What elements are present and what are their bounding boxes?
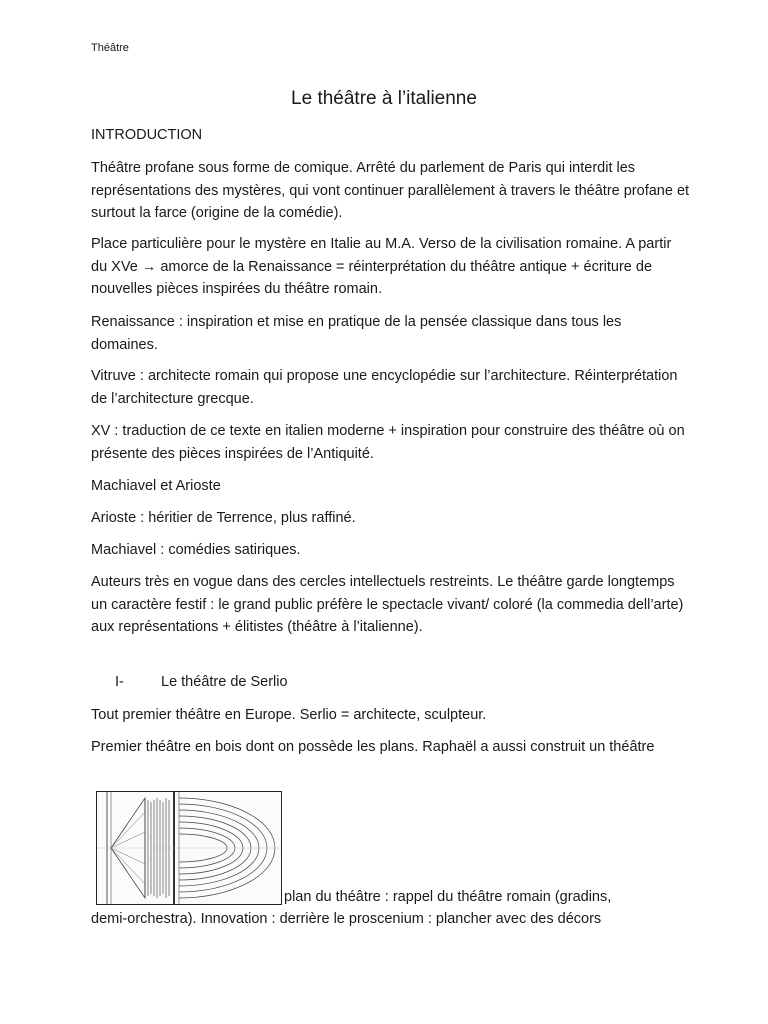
paragraph-9: Auteurs très en vogue dans des cercles intellectuels restreints. Le théâtre garde longtemps un caractère festif : le grand public préfère le spectacle vivant/ coloré (la commedia dell’arte) aux représentations + élitistes (théâtre à l’italienne). (91, 574, 684, 635)
section-title: Le théâtre de Serlio (161, 674, 288, 690)
figure-caption-continued: demi-orchestra). Innovation : derrière le proscenium : plancher avec des décors (91, 911, 602, 927)
paragraph-2-start: Place particulière pour le mystère en Italie au M.A. Verso de la civilisation romaine. A partir du XVe (91, 236, 672, 275)
paragraph-11: Premier théâtre en bois dont on possède les plans. Raphaël a aussi construit un théâtre (91, 739, 655, 755)
theatre-plan-figure (96, 791, 282, 905)
running-header: Théâtre (91, 42, 129, 54)
paragraph-4: Vitruve : architecte romain qui propose une encyclopédie sur l’architecture. Réinterprétation de l’architecture grecque. (91, 368, 678, 407)
section-heading (91, 671, 691, 693)
theatre-plan-drawing (97, 792, 281, 904)
paragraph-3: Renaissance : inspiration et mise en pratique de la pensée classique dans tous les domaines. (91, 314, 622, 353)
right-arrow-icon: → (141, 258, 157, 275)
paragraph-5: XV : traduction de ce texte en italien moderne + inspiration pour construire des théâtre où on présente des pièces inspirées de l’Antiquité. (91, 423, 685, 462)
paragraph-7: Arioste : héritier de Terrence, plus raffiné. (91, 510, 356, 526)
paragraph-8: Machiavel : comédies satiriques. (91, 542, 301, 558)
paragraph-2 (91, 233, 691, 301)
figure-caption: plan du théâtre : rappel du théâtre romain (gradins, (284, 889, 612, 905)
section-number: I- (115, 674, 124, 690)
paragraph-6: Machiavel et Arioste (91, 478, 221, 494)
paragraph-2-end: amorce de la Renaissance = réinterprétation du théâtre antique + écriture de nouvelles pièces inspirées du théâtre romain. (91, 258, 653, 297)
paragraph-1: Théâtre profane sous forme de comique. Arrêté du parlement de Paris qui interdit les représentations des mystères, qui vont continuer parallèlement à travers le théâtre profane et surtout la farce (origine de la comédie). (91, 160, 690, 221)
intro-heading: INTRODUCTION (91, 127, 203, 143)
paragraph-10: Tout premier théâtre en Europe. Serlio = architecte, sculpteur. (91, 707, 487, 723)
document-title: Le théâtre à l’italienne (291, 88, 477, 109)
